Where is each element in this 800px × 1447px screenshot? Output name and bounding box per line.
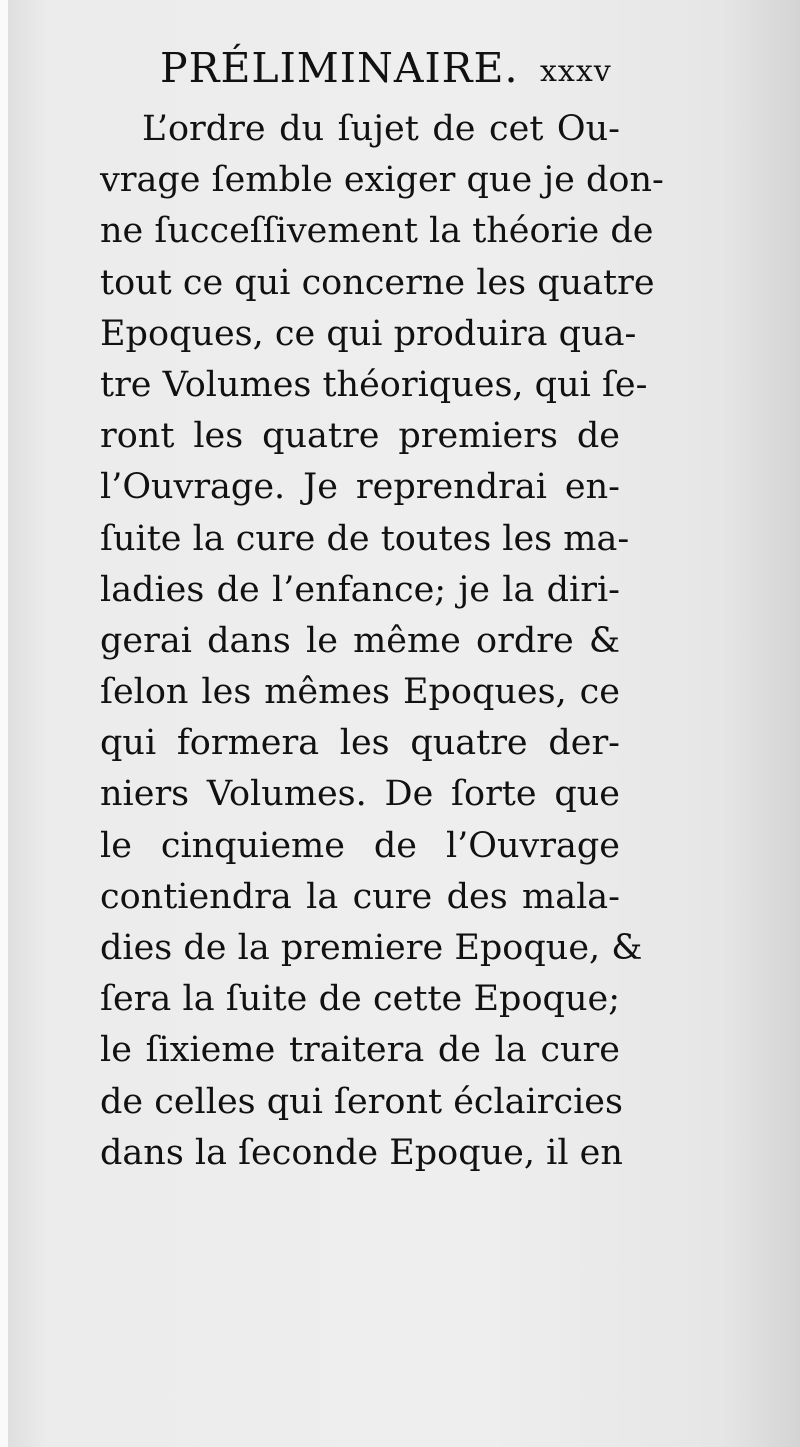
- text-line: ront les quatre premiers de: [100, 416, 620, 457]
- text-line: vrage ſemble exiger que je don-: [100, 160, 664, 201]
- text-line: tre Volumes théoriques, qui ſe-: [100, 364, 648, 405]
- body-paragraph: [100, 104, 664, 1179]
- page-number: xxxv: [540, 54, 612, 89]
- running-head: PRÉLIMINAIRE.: [160, 44, 519, 92]
- text-line: dies de la premiere Epoque, &: [100, 928, 643, 968]
- text-line: ſelon les mêmes Epoques, ce: [100, 672, 620, 713]
- text-line: le cinquieme de l’Ouvrage: [100, 825, 620, 866]
- text-line: niers Volumes. De ſorte que: [100, 774, 620, 815]
- page-edge: [0, 0, 8, 1447]
- text-line: ſera la ſuite de cette Epoque;: [100, 979, 620, 1020]
- text-line: l’Ouvrage. Je reprendrai en-: [100, 467, 620, 508]
- text-line: ſuite la cure de toutes les ma-: [100, 518, 630, 559]
- text-line: ladies de l’enfance; je la diri-: [100, 569, 620, 610]
- text-line: tout ce qui concerne les quatre: [100, 262, 655, 303]
- text-line: gerai dans le même ordre &: [100, 620, 620, 661]
- text-line: le ſixieme traitera de la cure: [100, 1030, 620, 1071]
- text-line: contiendra la cure des mala-: [100, 876, 620, 917]
- text-line: dans la ſeconde Epoque, il en: [100, 1132, 623, 1173]
- text-line: L’ordre du ſujet de cet Ou-: [142, 109, 620, 149]
- text-line: Epoques, ce qui produira qua-: [100, 313, 637, 354]
- page-header: [0, 44, 800, 104]
- text-line: qui formera les quatre der-: [100, 723, 620, 764]
- text-line: ne ſucceſſivement la théorie de: [100, 211, 654, 252]
- text-line: de celles qui ſeront éclaircies: [100, 1081, 623, 1122]
